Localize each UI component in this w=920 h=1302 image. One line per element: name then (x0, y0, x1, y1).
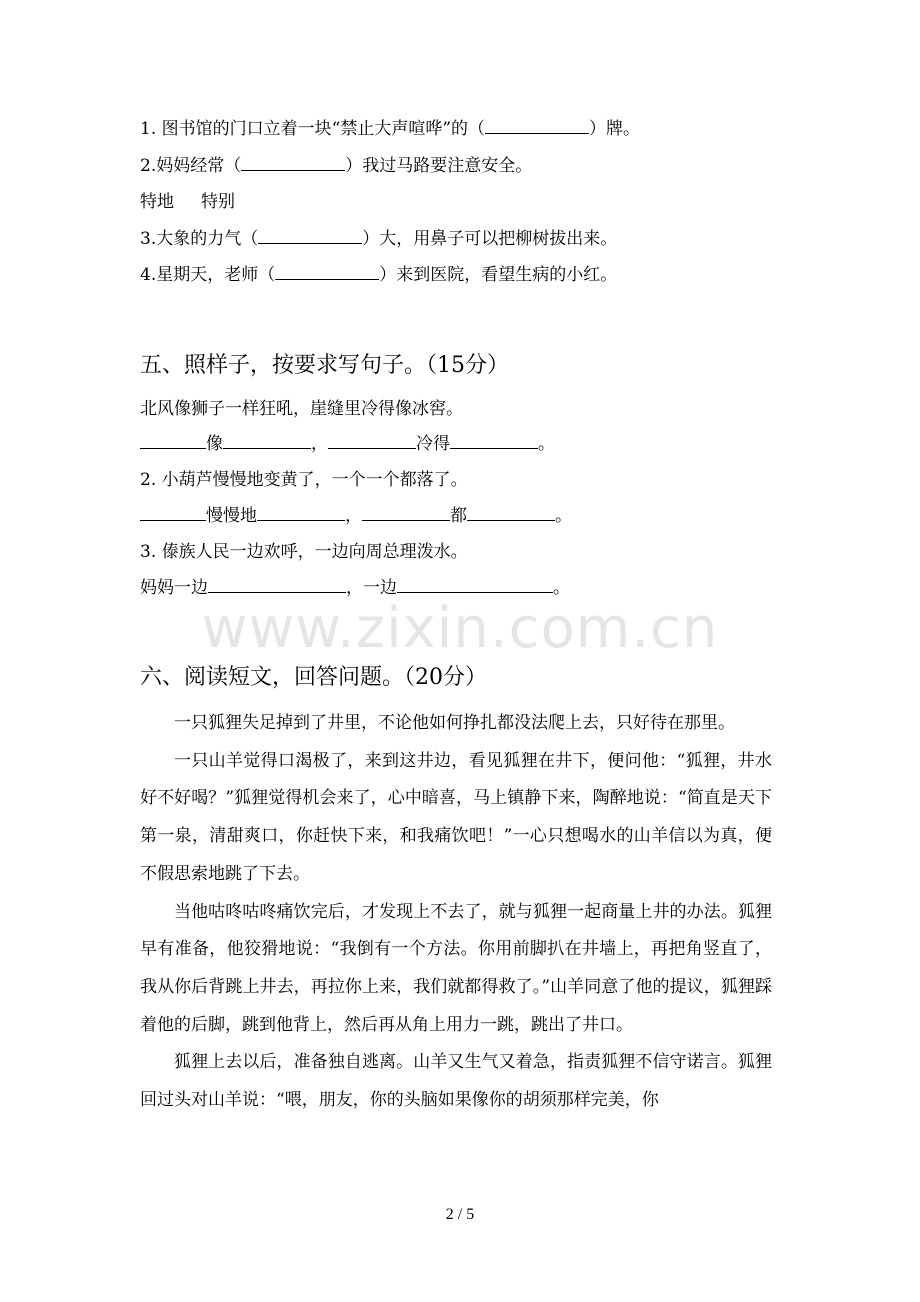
answer-blank[interactable] (140, 504, 206, 521)
passage-paragraph: 当他咕咚咕咚痛饮完后，才发现上不去了，就与狐狸一起商量上井的办法。狐狸早有准备，他狡猾地说：“我倒有一个方法。你用前脚扒在井墙上，再把角竖直了，我从你后背跳上井去，再拉你上来，我们就都得救了。”山羊同意了他的提议，狐狸踩着他的后脚，跳到他背上，然后再从角上用力一跳，跳出了井口。 (140, 901, 772, 1035)
passage-paragraph: 一只山羊觉得口渴极了，来到这井边，看见狐狸在井下，便问他：“狐狸，井水好不好喝？”狐狸觉得机会来了，心中暗喜，马上镇静下来，陶醉地说：“简直是天下第一泉，清甜爽口，你赶快下来，和我痛饮吧！”一心只想喝水的山羊信以为真，便不假思索地跳了下去。 (140, 750, 772, 884)
question-text: ）我过马路要注意安全。 (345, 156, 533, 176)
answer-blank[interactable] (208, 576, 346, 593)
punctuation: ， (346, 578, 363, 598)
answer-blank[interactable] (467, 504, 555, 521)
passage-paragraph: 狐狸上去以后，准备独自逃离。山羊又生气又着急，指责狐狸不信守诺言。狐狸回过头对山羊说：“喂，朋友，你的头脑如果像你的胡须那样完美，你 (140, 1052, 772, 1111)
answer-blank[interactable] (328, 432, 416, 449)
question-text: ）牌。 (589, 119, 641, 139)
word-choices: 特地 特别 (140, 192, 236, 212)
answer-blank[interactable] (258, 227, 362, 244)
punctuation: 。 (538, 434, 555, 454)
answer-blank[interactable] (485, 117, 589, 134)
section-5-heading: 五、照样子，按要求写句子。（15分） (140, 353, 509, 378)
answer-blank[interactable] (362, 504, 450, 521)
example-3: 3. 傣族人民一边欢呼，一边向周总理泼水。 (140, 542, 468, 562)
answer-blank[interactable] (450, 432, 538, 449)
punctuation: 。 (555, 506, 572, 526)
fill-word: 妈妈一边 (140, 578, 208, 598)
question-3 (140, 227, 617, 251)
question-text: ）来到医院，看望生病的小红。 (379, 265, 618, 285)
section-6-heading: 六、阅读短文，回答问题。（20分） (140, 665, 487, 690)
fill-word: 像 (206, 434, 223, 454)
question-text: ）大，用鼻子可以把柳树拔出来。 (362, 229, 618, 249)
watermark: www.zixin.com.cn (201, 596, 719, 661)
question-1 (140, 117, 640, 141)
question-text: 4.星期天，老师（ (140, 265, 276, 285)
answer-blank[interactable] (223, 432, 311, 449)
fill-line-2 (140, 504, 572, 528)
fill-line-1 (140, 432, 555, 456)
fill-word: 一边 (363, 578, 397, 598)
example-1: 北风像狮子一样狂吼，崖缝里冷得像冰窖。 (140, 399, 463, 419)
reading-passage (140, 705, 772, 1120)
punctuation: ， (345, 506, 362, 526)
answer-blank[interactable] (257, 504, 345, 521)
question-2 (140, 154, 532, 178)
fill-word: 慢慢地 (206, 506, 257, 526)
answer-blank[interactable] (397, 576, 553, 593)
answer-blank[interactable] (275, 263, 379, 280)
passage-paragraph: 一只狐狸失足掉到了井里，不论他如何挣扎都没法爬上去，只好待在那里。 (174, 713, 735, 733)
punctuation: 。 (553, 578, 570, 598)
fill-word: 都 (450, 506, 467, 526)
answer-blank[interactable] (140, 432, 206, 449)
answer-blank[interactable] (241, 154, 345, 171)
fill-word: 冷得 (416, 434, 450, 454)
question-text: 1. 图书馆的门口立着一块“禁止大声喧哗”的（ (140, 119, 486, 139)
example-2: 2. 小葫芦慢慢地变黄了，一个一个都落了。 (140, 470, 468, 490)
page-number: 2 / 5 (445, 1206, 475, 1223)
question-text: 3.大象的力气（ (140, 229, 259, 249)
question-4 (140, 263, 617, 287)
punctuation: ， (311, 434, 328, 454)
question-text: 2.妈妈经常（ (140, 156, 242, 176)
